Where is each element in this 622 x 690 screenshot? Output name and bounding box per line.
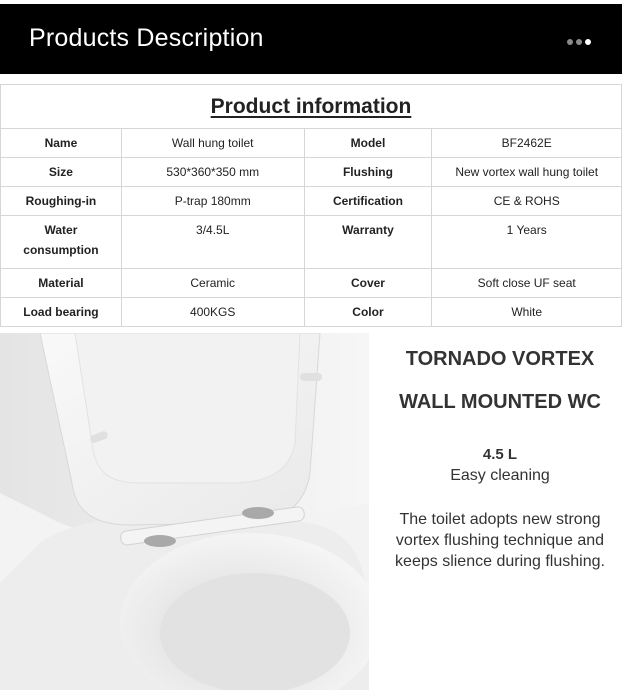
toilet-photo [0, 333, 369, 690]
spec-value: P-trap 180mm [121, 187, 304, 216]
feature-heading-line1: TORNADO VORTEX [405, 348, 595, 370]
page-title: Products Description [29, 24, 264, 52]
spec-label: Cover [304, 269, 432, 298]
spec-value: BF2462E [432, 129, 622, 158]
spec-value: 400KGS [121, 298, 304, 327]
spec-label: Flushing [304, 158, 432, 187]
feature-heading-line2: WALL MOUNTED WC [399, 391, 601, 413]
spec-label: Model [304, 129, 432, 158]
spec-value: Ceramic [121, 269, 304, 298]
spec-value: Soft close UF seat [432, 269, 622, 298]
table-row [1, 269, 622, 298]
spec-label: Color [304, 298, 432, 327]
spec-value: 1 Years [432, 216, 622, 269]
table-row [1, 187, 622, 216]
flush-volume: 4.5 L [482, 446, 518, 463]
spec-value: White [432, 298, 622, 327]
spec-label: Load bearing [1, 298, 122, 327]
feature-description: The toilet adopts new strong vortex flushing technique and keeps slience during flushing. [395, 511, 605, 570]
product-info-title-box [0, 84, 622, 129]
product-info-title: Product information [210, 95, 412, 118]
spec-label-line: consumption [23, 243, 99, 257]
more-dots-icon[interactable] [567, 39, 593, 47]
table-row [1, 129, 622, 158]
product-info-table [0, 128, 622, 327]
spec-label: Material [1, 269, 122, 298]
spec-label: Roughing-in [1, 187, 122, 216]
spec-label: Size [1, 158, 122, 187]
spec-label: Warranty [304, 216, 432, 269]
spec-label: Certification [304, 187, 432, 216]
feature-subtitle: Easy cleaning [450, 467, 550, 484]
page-header [0, 4, 622, 74]
spec-value: CE & ROHS [432, 187, 622, 216]
table-row [1, 216, 622, 269]
table-row [1, 158, 622, 187]
spec-value: 3/4.5L [121, 216, 304, 269]
spec-label-line: Water [44, 223, 78, 237]
spec-label [1, 216, 122, 269]
table-row [1, 298, 622, 327]
spec-value: 530*360*350 mm [121, 158, 304, 187]
spec-label: Name [1, 129, 122, 158]
spec-value: Wall hung toilet [121, 129, 304, 158]
spec-value: New vortex wall hung toilet [432, 158, 622, 187]
